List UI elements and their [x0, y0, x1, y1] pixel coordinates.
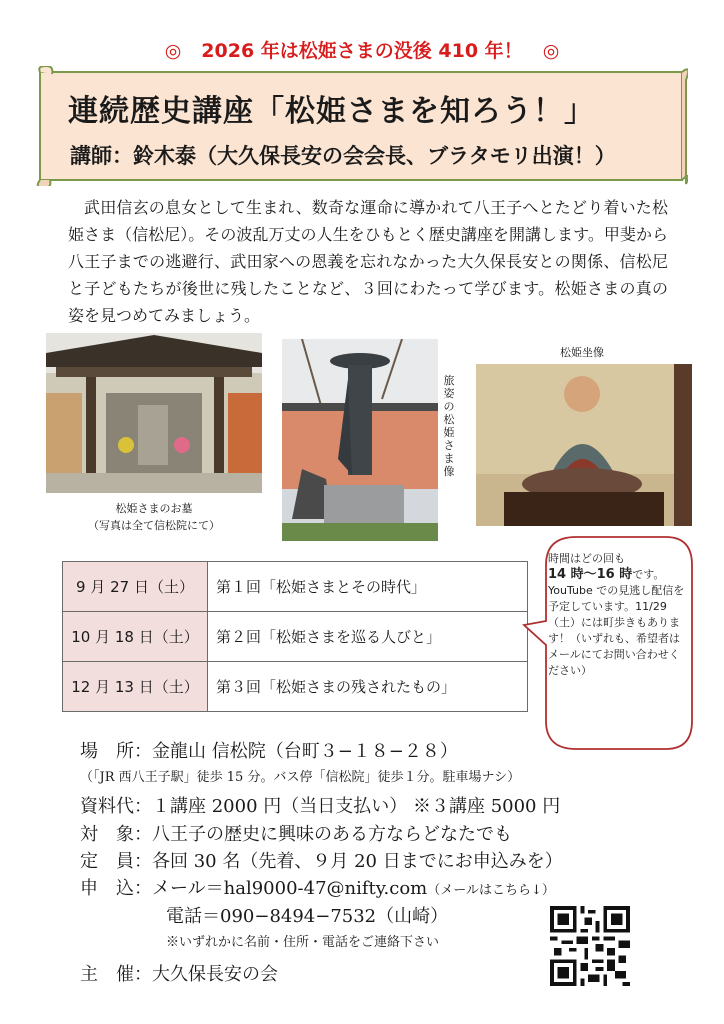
- grave-caption: 松姫さまのお墓: [115, 502, 193, 515]
- intro-paragraph: 武田信玄の息女として生まれ、数奇な運命に導かれて八王子へとたどり着いた松姫さま（信松尼）。その波乱万丈の人生をひもとく歴史講座を開講します。甲斐から八王子までの逃避行、武田家への恩義を忘れなかった大久保長安との関係、信松尼と子どもたちが後世に残したことなど、３回にわたって学びます。松姫さまの真の姿を見つめてみましょう。: [68, 198, 668, 325]
- double-circle-icon: ◎: [164, 40, 182, 62]
- anniversary-text: 2026 年は松姫さまの没後 410 年！: [201, 40, 523, 62]
- apply-email-note: （メールはこちら↓）: [427, 883, 555, 898]
- fee-label: 資料代：: [80, 796, 152, 817]
- fee-value: １講座 2000 円（当日支払い） ※３講座 5000 円: [152, 796, 561, 817]
- lecture-title: 連続歴史講座「松姫さまを知ろう！」: [68, 94, 595, 129]
- capacity-label: 定 員：: [80, 851, 152, 872]
- bubble-text: [548, 551, 688, 679]
- host-label: 主 催：: [80, 964, 152, 985]
- apply-note: ※いずれかに名前・住所・電話をご連絡下さい: [166, 935, 440, 950]
- schedule-date: 10 月 18 日（土）: [63, 612, 208, 662]
- schedule-table: [62, 561, 528, 712]
- anniversary-banner: [0, 36, 724, 63]
- bubble-line1: 時間はどの回も: [548, 552, 625, 565]
- travel-statue-photo: [282, 339, 438, 541]
- grave-photo: [46, 333, 262, 493]
- capacity-row: [80, 847, 563, 873]
- target-row: [80, 820, 512, 846]
- bubble-time: 14 時〜16 時: [548, 567, 633, 582]
- apply-label: 申 込：: [80, 878, 152, 899]
- schedule-date: 12 月 13 日（土）: [63, 662, 208, 712]
- travel-statue-caption: 旅姿の松姫さま像: [443, 374, 455, 478]
- target-label: 対 象：: [80, 824, 152, 845]
- fee-row: [80, 792, 560, 818]
- title-scroll: [36, 66, 688, 186]
- venue-label: 場 所：: [80, 741, 152, 762]
- seated-statue-caption: 松姫坐像: [560, 346, 604, 359]
- access-note: （「JR 西八王子駅」徒歩 15 分。バス停「信松院」徒歩１分。駐車場ナシ）: [80, 770, 521, 785]
- schedule-row: [63, 612, 528, 662]
- venue-row: [80, 737, 458, 763]
- schedule-topic: 第３回「松姫さまの残されたもの」: [208, 662, 528, 712]
- host-value: 大久保長安の会: [152, 964, 278, 985]
- schedule-row: [63, 562, 528, 612]
- capacity-value: 各回 30 名（先着、９月 20 日までにお申込みを）: [152, 851, 563, 872]
- host-row: [80, 960, 278, 986]
- apply-email[interactable]: メール＝hal9000-47@nifty.com: [152, 878, 428, 899]
- qr-code-icon[interactable]: [550, 906, 630, 986]
- target-value: 八王子の歴史に興味のある方ならどなたでも: [152, 824, 512, 845]
- apply-row: [80, 874, 555, 900]
- apply-phone: 電話＝090−8494−7532（山崎）: [166, 906, 449, 927]
- venue-value: 金龍山 信松院（台町３−１８−２８）: [152, 741, 458, 762]
- bubble-line2: です。YouTube での見逃し配信を予定しています。11/29（土）には町歩きもあります！（いずれも、希望者はメールにてお問い合わせください）: [548, 568, 685, 677]
- double-circle-icon: ◎: [542, 40, 560, 62]
- schedule-topic: 第２回「松姫さまを巡る人びと」: [208, 612, 528, 662]
- seated-statue-photo: [476, 364, 692, 526]
- schedule-row: [63, 662, 528, 712]
- grave-caption-note: （写真は全て信松院にて）: [88, 519, 220, 532]
- schedule-date: 9 月 27 日（土）: [63, 562, 208, 612]
- schedule-topic: 第１回「松姫さまとその時代」: [208, 562, 528, 612]
- lecturer-line: 講師：鈴木泰（大久保長安の会会長、ブラタモリ出演！）: [70, 143, 616, 168]
